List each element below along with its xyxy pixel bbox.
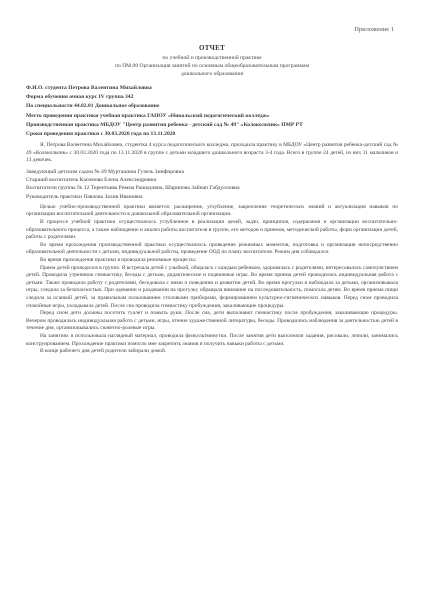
report-body (26, 204, 398, 356)
field-practice-place: Место проведения практики учебная практика ГАПОУ «Никольский педагогический колледж» (26, 112, 270, 119)
field-student-name: Ф.И.О. студента Петрова Валентина Михайловна (26, 85, 152, 91)
body-paragraph: Целью учебно-производственной практики является: расширение, углубление, закрепление теоретических знаний и актуализация навыков по организации воспитательной деятельности в дошкольной образовательной организации. (26, 203, 398, 218)
report-title: ОТЧЕТ (198, 44, 226, 52)
body-paragraph: Перед сном дети должны посетить туалет и помыть руки. После сна, дети выполняют гимнастику после пробуждения, закаливающие процедуры. Вечером проводилась индивидуальная работа с детьми, игры, чтение художественной литературы, беседы. Проводились наблюдения за деятельностью детей в течение дня, организовывались сюжетно-ролевые игры. (26, 310, 398, 332)
field-practice-dates: Сроки проведения практики с 30.03.2020 года по 13.11.2020 (26, 131, 176, 138)
appendix-label: Приложение 1 (354, 26, 394, 33)
staff-list (26, 168, 398, 201)
subtitle-line: по учебной и производственной практике (162, 55, 262, 61)
body-paragraph: Во время прохождения практики я проводила режимные процессы: (40, 256, 197, 263)
student-info (26, 84, 398, 139)
subtitle-line: по ПМ.00 Организация занятий по основным общеобразовательным программам (114, 63, 310, 69)
body-paragraph: В конце рабочего дня детей родители забирали домой. (40, 348, 167, 355)
report-subtitle (26, 54, 398, 78)
staff-line: Старший воспитатель Касимова Елена Александровна (26, 177, 157, 184)
staff-line: Руководитель практики Павлова Залия Ивановна (26, 193, 143, 200)
staff-line: Заведующий детским садом № 49 Мурташина Гузель Зинфировна (26, 169, 184, 175)
field-study-form: Форма обучения очная курс IV группа 342 (26, 94, 134, 101)
body-paragraph: На занятиях я использовала наглядный материал, проводила физкультминутки. После занятия дети выполняли задания, рисовали, лепили, занимались конструированием. Прохождение практики помогло мне закрепить знания и получить навыки работы с детьми. (26, 332, 398, 347)
body-paragraph: Прием детей проводился в группе. Я встречала детей с улыбкой, общалась с каждым ребенком, здоровалась с родителями, интересовалась самочувствием детей. Проводила утреннюю гимнастику, беседы с детьми, дидактические и подвижные игры. Во время приема детей проводилась индивидуальная работа с детьми. Также проводила работу с родителями, беседовала с ними о поведении и развитии детей. Во время прогулки я наблюдала за детьми, организовывала игры, следила за безопасностью. При одевании и раздевании на прогулку обращала внимание на последовательность, помогала детям. Во время приема пищи следила за осанкой детей, за правильным пользованием столовыми приборами, формированием культурно-гигиенических навыков. Перед сном проводила спокойные игры, укладывала детей. После сна проводила гимнастику пробуждения, закаливающие процедуры. (26, 264, 398, 309)
body-paragraph: В процессе учебной практики осуществлялось углубленное в реализации целей, задач, принципов, содержания и организации воспитательно-образовательного процесса, а также наблюдение и анализ работы воспитателя в группе, его методов и приемов, методической работы, форм организации детей, работы с родителями. (26, 219, 398, 241)
body-paragraph: Во время прохождения производственной практики осуществлялось проведение режимных моментов, подготовка и организация непосредственно образовательной деятельности с детьми, индивидуальной работы, проведение ООД по плану воспитателя. Режим дня соблюдался. (26, 241, 398, 256)
field-production-practice: Производственная практика МБДОУ "Центр развития ребенка - детский сад № 49" «Колокольчик» ПМР РТ (26, 121, 303, 128)
intro-paragraph: Я, Петрова Валентина Михайловна, студентка 4 курса педагогического колледжа, проходила практику в МБДОУ «Центр развития ребенка-детский сад № 49 «Колокольчик» с 30.03.2020 года по 13.11.2020 в группе с детьми младшего дошкольного возраста 3-4 года. Всего в группе 24 детей, из них 11 мальчиков и 13 девочек. (26, 142, 398, 164)
field-specialty: По специальности 44.02.01 Дошкольное образование (26, 103, 160, 110)
staff-line: Воспитатели группы № 12 Терентьева Римма Рашидовна, Шарипова Зайнап Габдулловна (26, 185, 240, 192)
subtitle-line: дошкольного образования (180, 71, 244, 77)
